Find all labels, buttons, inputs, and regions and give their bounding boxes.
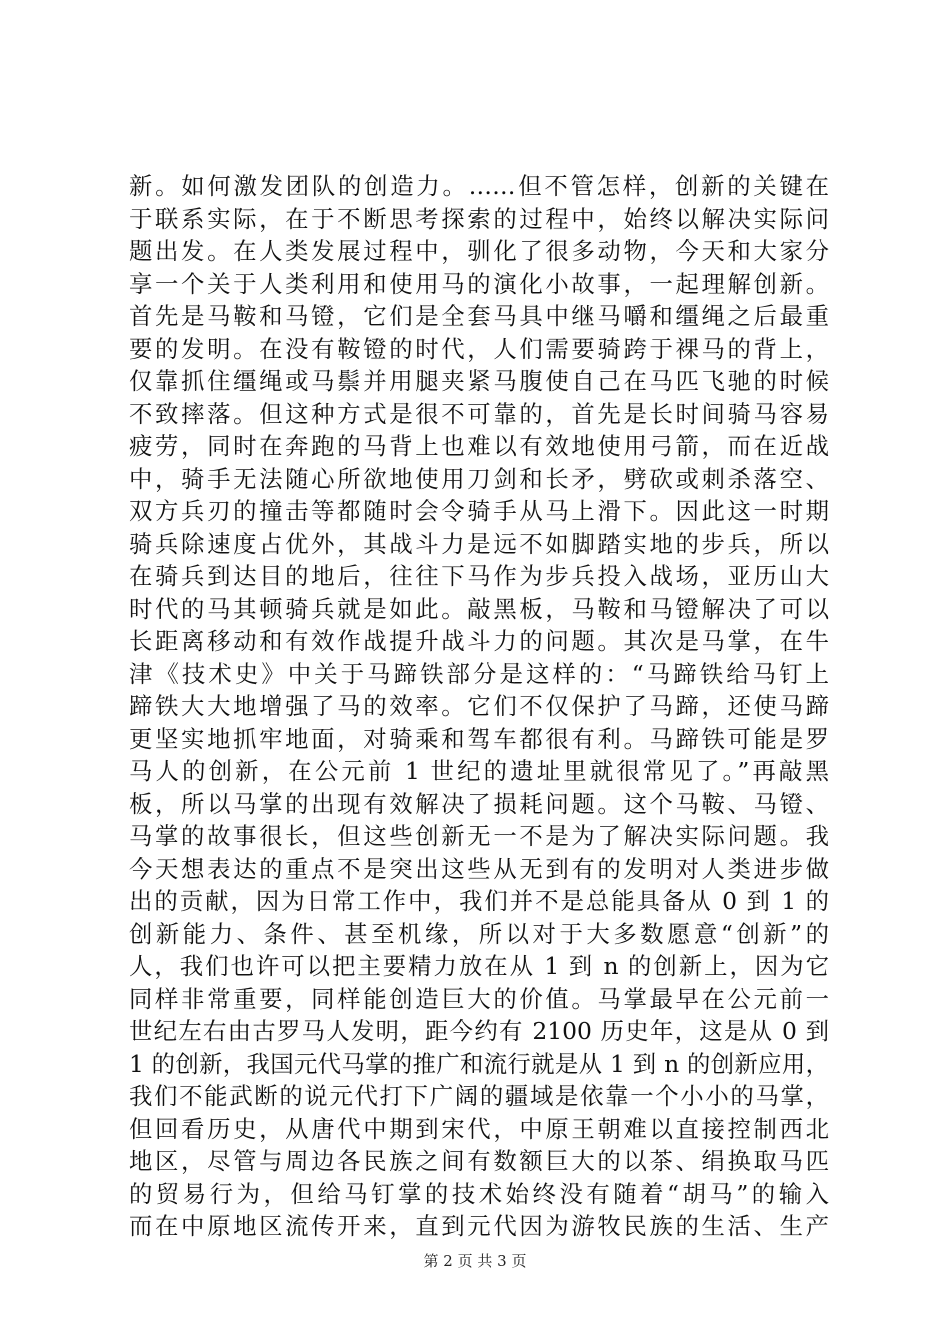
text-line: 今天想表达的重点不是突出这些从无到有的发明对人类进步做 xyxy=(129,854,829,883)
text-line: 但回看历史，从唐代中期到宋代，中原王朝难以直接控制西北 xyxy=(129,1114,829,1143)
text-line: 于联系实际，在于不断思考探索的过程中，始终以解决实际问 xyxy=(129,204,829,233)
text-line: 在骑兵到达目的地后，往往下马作为步兵投入战场，亚历山大 xyxy=(129,562,829,590)
text-line: 出的贡献，因为日常工作中，我们并不是总能具备从 0 到 1 的 xyxy=(129,887,829,915)
text-line: 人，我们也许可以把主要精力放在从 1 到 n 的创新上，因为它 xyxy=(129,952,829,980)
text-line: 中，骑手无法随心所欲地使用刀剑和长矛，劈砍或刺杀落空、 xyxy=(129,464,829,493)
text-line: 创新能力、条件、甚至机缘，所以对于大多数愿意“创新”的 xyxy=(129,919,829,948)
text-line: 首先是马鞍和马镫，它们是全套马具中继马嚼和缰绳之后最重 xyxy=(129,302,829,330)
text-line: 我们不能武断的说元代打下广阔的疆域是依靠一个小小的马掌， xyxy=(129,1082,829,1110)
text-line: 享一个关于人类利用和使用马的演化小故事，一起理解创新。 xyxy=(129,269,829,298)
text-line: 时代的马其顿骑兵就是如此。敲黑板，马鞍和马镫解决了可以 xyxy=(129,594,829,623)
text-line: 要的发明。在没有鞍镫的时代，人们需要骑跨于裸马的背上， xyxy=(129,334,829,363)
text-line: 骑兵除速度占优外，其战斗力是远不如脚踏实地的步兵，所以 xyxy=(129,529,829,558)
text-line: 马掌的故事很长，但这些创新无一不是为了解决实际问题。我 xyxy=(129,822,829,850)
text-line: 仅靠抓住缰绳或马鬃并用腿夹紧马腹使自己在马匹飞驰的时候 xyxy=(129,367,829,395)
text-line: 题出发。在人类发展过程中，驯化了很多动物，今天和大家分 xyxy=(129,237,829,265)
text-line: 双方兵刃的撞击等都随时会令骑手从马上滑下。因此这一时期 xyxy=(129,497,829,525)
text-line: 马人的创新，在公元前 1 世纪的遗址里就很常见了。”再敲黑 xyxy=(129,757,829,785)
text-line: 世纪左右由古罗马人发明，距今约有 2100 历史年，这是从 0 到 xyxy=(129,1017,829,1045)
text-line: 同样非常重要，同样能创造巨大的价值。马掌最早在公元前一 xyxy=(129,984,829,1013)
text-line: 长距离移动和有效作战提升战斗力的问题。其次是马掌，在牛 xyxy=(129,627,829,655)
text-line: 新。如何激发团队的创造力。……但不管怎样，创新的关键在 xyxy=(129,172,829,200)
text-line: 1 的创新，我国元代马掌的推广和流行就是从 1 到 n 的创新应用， xyxy=(129,1049,829,1078)
body-text xyxy=(129,170,829,1243)
page-number-footer: 第 2 页 共 3 页 xyxy=(423,1252,527,1270)
text-line: 板，所以马掌的出现有效解决了损耗问题。这个马鞍、马镫、 xyxy=(129,789,829,818)
text-line: 更坚实地抓牢地面，对骑乘和驾车都很有利。马蹄铁可能是罗 xyxy=(129,724,829,753)
text-line: 而在中原地区流传开来，直到元代因为游牧民族的生活、生产 xyxy=(129,1212,829,1240)
text-line: 不致摔落。但这种方式是很不可靠的，首先是长时间骑马容易 xyxy=(129,399,829,428)
text-line: 地区，尽管与周边各民族之间有数额巨大的以茶、绢换取马匹 xyxy=(129,1147,829,1175)
text-line: 蹄铁大大地增强了马的效率。它们不仅保护了马蹄，还使马蹄 xyxy=(129,692,829,720)
text-line: 的贸易行为，但给马钉掌的技术始终没有随着“胡马”的输入 xyxy=(129,1179,829,1208)
text-line: 津《技术史》中关于马蹄铁部分是这样的：“马蹄铁给马钉上 xyxy=(129,659,829,688)
text-line: 疲劳，同时在奔跑的马背上也难以有效地使用弓箭，而在近战 xyxy=(129,432,829,460)
